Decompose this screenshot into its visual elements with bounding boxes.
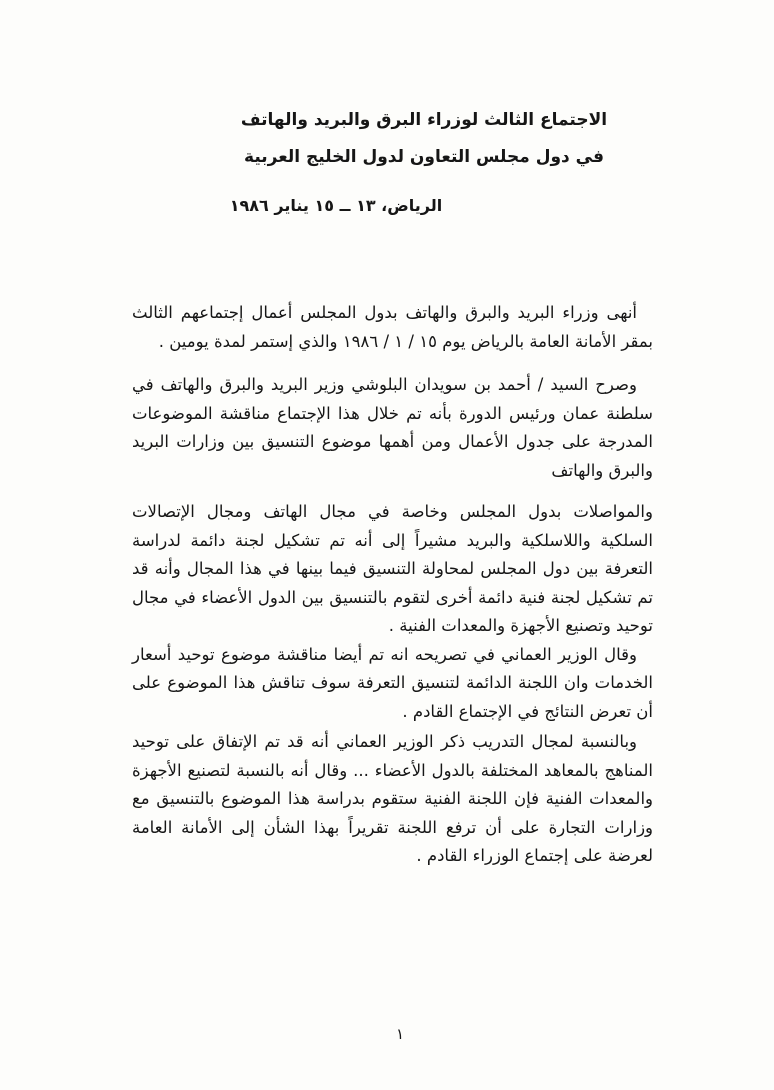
paragraph-2: وصرح السيد / أحمد بن سويدان البلوشي وزير البريد والبرق والهاتف في سلطنة عمان ورئيس الدورة بأنه تم خلال هذا الإجتماع مناقشة الموضوعات المدرجة على جدول الأعمال ومن أهمها موضوع التنسيق بين وزارات البريد والبرق والهاتف: [132, 375, 653, 480]
document-date: الرياض، ١٣ ــ ١٥ يناير ١٩٨٦: [229, 196, 443, 215]
paragraph-1: أنهى وزراء البريد والبرق والهاتف بدول المجلس أعمال إجتماعهم الثالث بمقر الأمانة العامة بالرياض يوم ١٥ / ١ / ١٩٨٦ والذي إستمر لمدة يومين .: [132, 303, 653, 351]
paragraph-3: والمواصلات بدول المجلس وخاصة في مجال الهاتف ومجال الإتصالات السلكية واللاسلكية والبريد مشيراً إلى أنه تم تشكيل لجنة دائمة لدراسة التعرفة بين دول المجلس لمحاولة التنسيق فيما بينها في هذا المجال وأنه قد تم تشكيل لجنة فنية دائمة أخرى لتقوم بالتنسيق بين الدول الأعضاء في مجال توحيد وتصنيع الأجهزة والمعدات الفنية .: [132, 502, 653, 635]
paragraph-4: وقال الوزير العماني في تصريحه انه تم أيضا مناقشة موضوع توحيد أسعار الخدمات وان اللجنة الدائمة لتنسيق التعرفة سوف تناقش هذا الموضوع على أن تعرض النتائج في الإجتماع القادم .: [132, 644, 653, 721]
document-title-line-1: الاجتماع الثالث لوزراء البرق والبريد والهاتف: [240, 110, 608, 130]
page-number: ١: [395, 1025, 405, 1043]
document-title-line-2: في دول مجلس التعاون لدول الخليج العربية: [244, 147, 604, 167]
document-body: [132, 299, 653, 871]
document-title: [150, 102, 698, 176]
paragraph-5: وبالنسبة لمجال التدريب ذكر الوزير العماني أنه قد تم الإتفاق على توحيد المناهج بالمعاهد المختلفة بالدول الأعضاء ... وقال أنه بالنسبة لتصنيع الأجهزة والمعدات الفنية فإن اللجنة الفنية ستقوم بدراسة هذا الموضوع بالتنسيق مع وزارات التجارة على أن ترفع اللجنة تقريراً بهذا الشأن إلى الأمانة العامة لعرضة على إجتماع الوزراء القادم .: [132, 732, 653, 865]
